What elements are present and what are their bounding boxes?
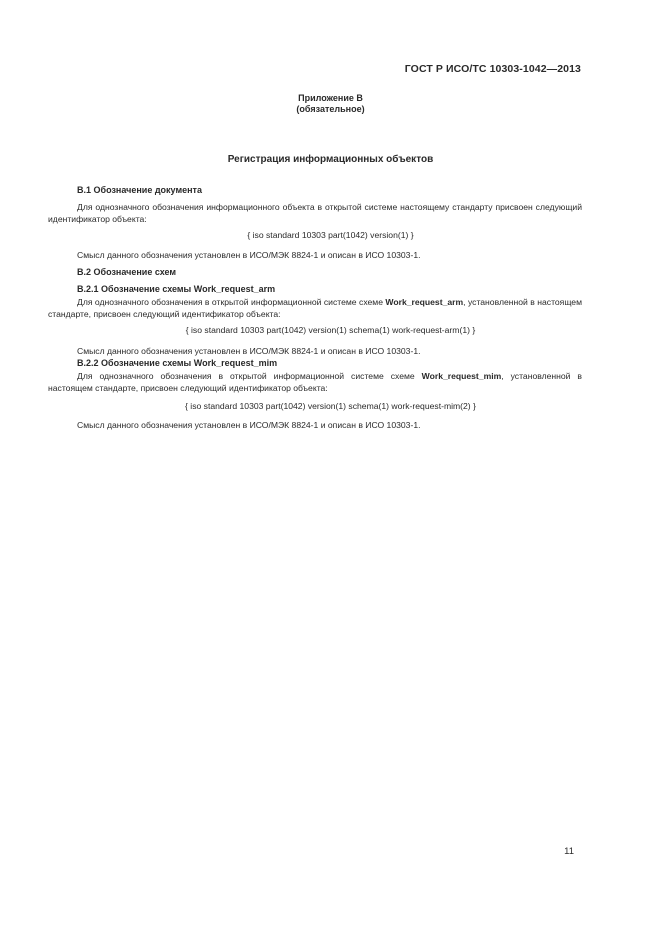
document-number: ГОСТ Р ИСО/ТС 10303-1042—2013 xyxy=(404,63,581,75)
heading-b22: В.2.2 Обозначение схемы Work_request_mim xyxy=(77,358,278,368)
paragraph-b1: Для однозначного обозначения информационного объекта в открытой системе настоящему стандарту присвоен следующий идентификатор объекта: xyxy=(48,202,582,224)
heading-b2: В.2 Обозначение схем xyxy=(77,267,177,277)
annex-status: (обязательное) xyxy=(296,104,365,114)
schema-name-mim: Work_request_mim xyxy=(421,371,502,381)
meaning-b22: Смысл данного обозначения установлен в ИСО/МЭК 8824-1 и описан в ИСО 10303-1. xyxy=(77,420,421,430)
section-title: Регистрация информационных объектов xyxy=(227,154,434,165)
heading-b1: В.1 Обозначение документа xyxy=(77,185,202,195)
identifier-b21: { iso standard 10303 part(1042) version(1) schema(1) work-request-arm(1) } xyxy=(185,325,476,335)
identifier-b1: { iso standard 10303 part(1042) version(1) } xyxy=(247,230,414,240)
paragraph-b21-after: , установленной в настоящем стандарте, присвоен следующий идентификатор объекта: xyxy=(48,297,582,319)
heading-b21: В.2.1 Обозначение схемы Work_request_arm xyxy=(77,284,276,294)
paragraph-b22-after: , установленной в настоящем стандарте, присвоен следующий идентификатор объекта: xyxy=(48,371,582,393)
annex-heading xyxy=(0,93,661,115)
paragraph-b22-before: Для однозначного обозначения в открытой информационной системе схеме xyxy=(77,371,422,381)
identifier-b22: { iso standard 10303 part(1042) version(1) schema(1) work-request-mim(2) } xyxy=(185,401,476,411)
page-number: 11 xyxy=(564,846,574,857)
meaning-b21: Смысл данного обозначения установлен в ИСО/МЭК 8824-1 и описан в ИСО 10303-1. xyxy=(77,346,421,356)
paragraph-b21 xyxy=(48,296,582,320)
meaning-b1: Смысл данного обозначения установлен в ИСО/МЭК 8824-1 и описан в ИСО 10303-1. xyxy=(77,250,421,260)
annex-title: Приложение В xyxy=(298,93,363,103)
paragraph-b22 xyxy=(48,370,582,394)
paragraph-b21-before: Для однозначного обозначения в открытой информационной системе схеме xyxy=(77,297,386,307)
schema-name-arm: Work_request_arm xyxy=(385,297,464,307)
